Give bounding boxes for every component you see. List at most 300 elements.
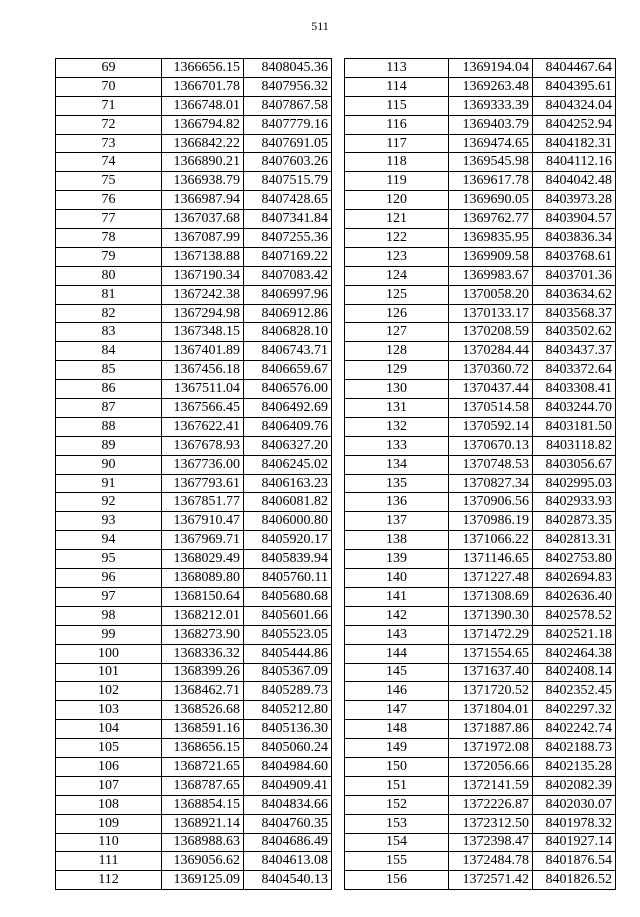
x-coordinate-cell: 1371637.40 (449, 663, 533, 682)
point-number-cell: 151 (345, 776, 449, 795)
table-row (345, 59, 616, 78)
y-coordinate-cell: 8405060.24 (244, 739, 332, 758)
y-coordinate-cell: 8404324.04 (533, 96, 616, 115)
y-coordinate-cell: 8402464.38 (533, 644, 616, 663)
table-row (56, 304, 332, 323)
x-coordinate-cell: 1371390.30 (449, 606, 533, 625)
y-coordinate-cell: 8402933.93 (533, 493, 616, 512)
x-coordinate-cell: 1370986.19 (449, 512, 533, 531)
y-coordinate-cell: 8403973.28 (533, 191, 616, 210)
table-row (345, 134, 616, 153)
x-coordinate-cell: 1366842.22 (162, 134, 244, 153)
point-number-cell: 146 (345, 682, 449, 701)
y-coordinate-cell: 8407083.42 (244, 266, 332, 285)
point-number-cell: 89 (56, 436, 162, 455)
point-number-cell: 134 (345, 455, 449, 474)
point-number-cell: 78 (56, 229, 162, 248)
table-row (56, 701, 332, 720)
point-number-cell: 107 (56, 776, 162, 795)
x-coordinate-cell: 1366794.82 (162, 115, 244, 134)
y-coordinate-cell: 8407691.05 (244, 134, 332, 153)
point-number-cell: 142 (345, 606, 449, 625)
y-coordinate-cell: 8406081.82 (244, 493, 332, 512)
y-coordinate-cell: 8403244.70 (533, 399, 616, 418)
table-row (56, 587, 332, 606)
y-coordinate-cell: 8407255.36 (244, 229, 332, 248)
y-coordinate-cell: 8406912.86 (244, 304, 332, 323)
table-row (56, 757, 332, 776)
y-coordinate-cell: 8408045.36 (244, 59, 332, 78)
x-coordinate-cell: 1371972.08 (449, 739, 533, 758)
point-number-cell: 86 (56, 380, 162, 399)
y-coordinate-cell: 8401826.52 (533, 871, 616, 890)
table-row (56, 436, 332, 455)
y-coordinate-cell: 8404182.31 (533, 134, 616, 153)
x-coordinate-cell: 1370058.20 (449, 285, 533, 304)
point-number-cell: 105 (56, 739, 162, 758)
x-coordinate-cell: 1368336.32 (162, 644, 244, 663)
point-number-cell: 71 (56, 96, 162, 115)
y-coordinate-cell: 8404540.13 (244, 871, 332, 890)
table-row (345, 814, 616, 833)
point-number-cell: 110 (56, 833, 162, 852)
y-coordinate-cell: 8403372.64 (533, 361, 616, 380)
table-row (56, 285, 332, 304)
table-row (345, 417, 616, 436)
x-coordinate-cell: 1367190.34 (162, 266, 244, 285)
point-number-cell: 141 (345, 587, 449, 606)
point-number-cell: 80 (56, 266, 162, 285)
point-number-cell: 114 (345, 77, 449, 96)
x-coordinate-cell: 1369762.77 (449, 210, 533, 229)
x-coordinate-cell: 1367511.04 (162, 380, 244, 399)
point-number-cell: 70 (56, 77, 162, 96)
table-row (345, 871, 616, 890)
table-row (345, 285, 616, 304)
point-number-cell: 119 (345, 172, 449, 191)
x-coordinate-cell: 1369333.39 (449, 96, 533, 115)
table-row (56, 455, 332, 474)
coordinate-table-left (55, 58, 332, 890)
table-row (345, 474, 616, 493)
table-row (345, 852, 616, 871)
table-row (345, 247, 616, 266)
table-row (56, 512, 332, 531)
table-row (345, 550, 616, 569)
y-coordinate-cell: 8403502.62 (533, 323, 616, 342)
x-coordinate-cell: 1366701.78 (162, 77, 244, 96)
x-coordinate-cell: 1367242.38 (162, 285, 244, 304)
point-number-cell: 100 (56, 644, 162, 663)
table-row (56, 59, 332, 78)
x-coordinate-cell: 1370360.72 (449, 361, 533, 380)
x-coordinate-cell: 1371804.01 (449, 701, 533, 720)
table-row (56, 474, 332, 493)
table-row (56, 417, 332, 436)
point-number-cell: 126 (345, 304, 449, 323)
point-number-cell: 96 (56, 569, 162, 588)
point-number-cell: 131 (345, 399, 449, 418)
x-coordinate-cell: 1370592.14 (449, 417, 533, 436)
table-row (345, 191, 616, 210)
table-row (56, 569, 332, 588)
point-number-cell: 120 (345, 191, 449, 210)
table-row (56, 739, 332, 758)
y-coordinate-cell: 8407867.58 (244, 96, 332, 115)
x-coordinate-cell: 1371720.52 (449, 682, 533, 701)
x-coordinate-cell: 1372141.59 (449, 776, 533, 795)
table-row (56, 247, 332, 266)
table-row (345, 342, 616, 361)
x-coordinate-cell: 1372398.47 (449, 833, 533, 852)
point-number-cell: 118 (345, 153, 449, 172)
point-number-cell: 125 (345, 285, 449, 304)
y-coordinate-cell: 8403181.50 (533, 417, 616, 436)
y-coordinate-cell: 8402082.39 (533, 776, 616, 795)
point-number-cell: 93 (56, 512, 162, 531)
point-number-cell: 130 (345, 380, 449, 399)
x-coordinate-cell: 1367910.47 (162, 512, 244, 531)
point-number-cell: 116 (345, 115, 449, 134)
table-row (56, 266, 332, 285)
y-coordinate-cell: 8403437.37 (533, 342, 616, 361)
point-number-cell: 111 (56, 852, 162, 871)
y-coordinate-cell: 8403308.41 (533, 380, 616, 399)
x-coordinate-cell: 1366890.21 (162, 153, 244, 172)
point-number-cell: 148 (345, 720, 449, 739)
point-number-cell: 104 (56, 720, 162, 739)
table-row (345, 153, 616, 172)
table-row (56, 720, 332, 739)
table-row (345, 493, 616, 512)
y-coordinate-cell: 8405680.68 (244, 587, 332, 606)
table-row (345, 436, 616, 455)
x-coordinate-cell: 1370827.34 (449, 474, 533, 493)
table-row (56, 361, 332, 380)
point-number-cell: 98 (56, 606, 162, 625)
point-number-cell: 156 (345, 871, 449, 890)
table-row (345, 229, 616, 248)
table-row (56, 77, 332, 96)
point-number-cell: 154 (345, 833, 449, 852)
point-number-cell: 143 (345, 625, 449, 644)
x-coordinate-cell: 1367566.45 (162, 399, 244, 418)
y-coordinate-cell: 8401876.54 (533, 852, 616, 871)
point-number-cell: 124 (345, 266, 449, 285)
x-coordinate-cell: 1370133.17 (449, 304, 533, 323)
point-number-cell: 140 (345, 569, 449, 588)
y-coordinate-cell: 8406000.80 (244, 512, 332, 531)
table-row (56, 531, 332, 550)
table-row (56, 795, 332, 814)
x-coordinate-cell: 1367851.77 (162, 493, 244, 512)
x-coordinate-cell: 1367294.98 (162, 304, 244, 323)
y-coordinate-cell: 8405523.05 (244, 625, 332, 644)
x-coordinate-cell: 1371066.22 (449, 531, 533, 550)
y-coordinate-cell: 8405367.09 (244, 663, 332, 682)
x-coordinate-cell: 1370208.59 (449, 323, 533, 342)
y-coordinate-cell: 8402352.45 (533, 682, 616, 701)
point-number-cell: 123 (345, 247, 449, 266)
point-number-cell: 153 (345, 814, 449, 833)
y-coordinate-cell: 8402030.07 (533, 795, 616, 814)
table-row (345, 587, 616, 606)
y-coordinate-cell: 8402135.28 (533, 757, 616, 776)
point-number-cell: 150 (345, 757, 449, 776)
point-number-cell: 87 (56, 399, 162, 418)
y-coordinate-cell: 8403568.37 (533, 304, 616, 323)
table-row (345, 304, 616, 323)
point-number-cell: 88 (56, 417, 162, 436)
table-row (345, 720, 616, 739)
point-number-cell: 82 (56, 304, 162, 323)
y-coordinate-cell: 8403836.34 (533, 229, 616, 248)
table-row (345, 323, 616, 342)
point-number-cell: 72 (56, 115, 162, 134)
point-number-cell: 94 (56, 531, 162, 550)
table-row (56, 172, 332, 191)
point-number-cell: 84 (56, 342, 162, 361)
y-coordinate-cell: 8404686.49 (244, 833, 332, 852)
x-coordinate-cell: 1369545.98 (449, 153, 533, 172)
x-coordinate-cell: 1366938.79 (162, 172, 244, 191)
x-coordinate-cell: 1371227.48 (449, 569, 533, 588)
table-row (345, 210, 616, 229)
y-coordinate-cell: 8407341.84 (244, 210, 332, 229)
x-coordinate-cell: 1372484.78 (449, 852, 533, 871)
x-coordinate-cell: 1369125.09 (162, 871, 244, 890)
point-number-cell: 155 (345, 852, 449, 871)
point-number-cell: 75 (56, 172, 162, 191)
x-coordinate-cell: 1369690.05 (449, 191, 533, 210)
y-coordinate-cell: 8405601.66 (244, 606, 332, 625)
point-number-cell: 108 (56, 795, 162, 814)
point-number-cell: 101 (56, 663, 162, 682)
point-number-cell: 92 (56, 493, 162, 512)
table-row (56, 323, 332, 342)
table-row (345, 663, 616, 682)
x-coordinate-cell: 1367969.71 (162, 531, 244, 550)
x-coordinate-cell: 1369403.79 (449, 115, 533, 134)
x-coordinate-cell: 1369056.62 (162, 852, 244, 871)
table-row (56, 191, 332, 210)
y-coordinate-cell: 8402813.31 (533, 531, 616, 550)
table-row (345, 776, 616, 795)
table-row (56, 115, 332, 134)
x-coordinate-cell: 1369194.04 (449, 59, 533, 78)
point-number-cell: 69 (56, 59, 162, 78)
y-coordinate-cell: 8405136.30 (244, 720, 332, 739)
y-coordinate-cell: 8406409.76 (244, 417, 332, 436)
table-row (56, 153, 332, 172)
y-coordinate-cell: 8405920.17 (244, 531, 332, 550)
point-number-cell: 145 (345, 663, 449, 682)
table-row (345, 569, 616, 588)
y-coordinate-cell: 8407603.26 (244, 153, 332, 172)
point-number-cell: 122 (345, 229, 449, 248)
x-coordinate-cell: 1368150.64 (162, 587, 244, 606)
table-row (345, 96, 616, 115)
table-row (56, 625, 332, 644)
table-row (56, 871, 332, 890)
table-row (345, 701, 616, 720)
y-coordinate-cell: 8406163.23 (244, 474, 332, 493)
table-row (56, 342, 332, 361)
x-coordinate-cell: 1369617.78 (449, 172, 533, 191)
point-number-cell: 102 (56, 682, 162, 701)
table-row (56, 833, 332, 852)
y-coordinate-cell: 8401927.14 (533, 833, 616, 852)
point-number-cell: 113 (345, 59, 449, 78)
point-number-cell: 81 (56, 285, 162, 304)
table-row (345, 172, 616, 191)
page-number: 511 (311, 19, 329, 33)
y-coordinate-cell: 8402521.18 (533, 625, 616, 644)
table-row (345, 266, 616, 285)
x-coordinate-cell: 1368787.65 (162, 776, 244, 795)
x-coordinate-cell: 1367087.99 (162, 229, 244, 248)
point-number-cell: 85 (56, 361, 162, 380)
table-row (56, 399, 332, 418)
x-coordinate-cell: 1370437.44 (449, 380, 533, 399)
point-number-cell: 90 (56, 455, 162, 474)
x-coordinate-cell: 1371146.65 (449, 550, 533, 569)
table-row (56, 96, 332, 115)
point-number-cell: 106 (56, 757, 162, 776)
x-coordinate-cell: 1368526.68 (162, 701, 244, 720)
y-coordinate-cell: 8404112.16 (533, 153, 616, 172)
y-coordinate-cell: 8404909.41 (244, 776, 332, 795)
x-coordinate-cell: 1367678.93 (162, 436, 244, 455)
x-coordinate-cell: 1367037.68 (162, 210, 244, 229)
y-coordinate-cell: 8405839.94 (244, 550, 332, 569)
point-number-cell: 99 (56, 625, 162, 644)
y-coordinate-cell: 8403904.57 (533, 210, 616, 229)
point-number-cell: 79 (56, 247, 162, 266)
x-coordinate-cell: 1366748.01 (162, 96, 244, 115)
y-coordinate-cell: 8406576.00 (244, 380, 332, 399)
y-coordinate-cell: 8406659.67 (244, 361, 332, 380)
table-row (56, 229, 332, 248)
y-coordinate-cell: 8404760.35 (244, 814, 332, 833)
table-row (56, 776, 332, 795)
y-coordinate-cell: 8402873.35 (533, 512, 616, 531)
table-row (345, 739, 616, 758)
y-coordinate-cell: 8402297.32 (533, 701, 616, 720)
y-coordinate-cell: 8402694.83 (533, 569, 616, 588)
table-row (56, 210, 332, 229)
y-coordinate-cell: 8405760.11 (244, 569, 332, 588)
table-row (345, 682, 616, 701)
x-coordinate-cell: 1372056.66 (449, 757, 533, 776)
x-coordinate-cell: 1371308.69 (449, 587, 533, 606)
y-coordinate-cell: 8407428.65 (244, 191, 332, 210)
x-coordinate-cell: 1367622.41 (162, 417, 244, 436)
point-number-cell: 136 (345, 493, 449, 512)
x-coordinate-cell: 1370906.56 (449, 493, 533, 512)
x-coordinate-cell: 1367401.89 (162, 342, 244, 361)
y-coordinate-cell: 8402242.74 (533, 720, 616, 739)
coordinate-table-right (344, 58, 616, 890)
table-row (345, 644, 616, 663)
x-coordinate-cell: 1366987.94 (162, 191, 244, 210)
x-coordinate-cell: 1369263.48 (449, 77, 533, 96)
point-number-cell: 112 (56, 871, 162, 890)
y-coordinate-cell: 8405212.80 (244, 701, 332, 720)
x-coordinate-cell: 1371887.86 (449, 720, 533, 739)
table-row (345, 115, 616, 134)
point-number-cell: 83 (56, 323, 162, 342)
y-coordinate-cell: 8404395.61 (533, 77, 616, 96)
point-number-cell: 73 (56, 134, 162, 153)
point-number-cell: 147 (345, 701, 449, 720)
y-coordinate-cell: 8404467.64 (533, 59, 616, 78)
table-row (345, 512, 616, 531)
y-coordinate-cell: 8404042.48 (533, 172, 616, 191)
table-row (345, 795, 616, 814)
y-coordinate-cell: 8402995.03 (533, 474, 616, 493)
x-coordinate-cell: 1371554.65 (449, 644, 533, 663)
table-row (56, 682, 332, 701)
y-coordinate-cell: 8405444.86 (244, 644, 332, 663)
x-coordinate-cell: 1370670.13 (449, 436, 533, 455)
point-number-cell: 139 (345, 550, 449, 569)
y-coordinate-cell: 8406828.10 (244, 323, 332, 342)
point-number-cell: 74 (56, 153, 162, 172)
x-coordinate-cell: 1367793.61 (162, 474, 244, 493)
y-coordinate-cell: 8402408.14 (533, 663, 616, 682)
y-coordinate-cell: 8402188.73 (533, 739, 616, 758)
y-coordinate-cell: 8402753.80 (533, 550, 616, 569)
table-row (345, 380, 616, 399)
table-row (56, 380, 332, 399)
x-coordinate-cell: 1368029.49 (162, 550, 244, 569)
y-coordinate-cell: 8404984.60 (244, 757, 332, 776)
table-row (56, 814, 332, 833)
x-coordinate-cell: 1368656.15 (162, 739, 244, 758)
table-row (56, 852, 332, 871)
x-coordinate-cell: 1368721.65 (162, 757, 244, 776)
point-number-cell: 76 (56, 191, 162, 210)
y-coordinate-cell: 8407956.32 (244, 77, 332, 96)
x-coordinate-cell: 1369983.67 (449, 266, 533, 285)
point-number-cell: 91 (56, 474, 162, 493)
y-coordinate-cell: 8406245.02 (244, 455, 332, 474)
x-coordinate-cell: 1368988.63 (162, 833, 244, 852)
y-coordinate-cell: 8401978.32 (533, 814, 616, 833)
x-coordinate-cell: 1368462.71 (162, 682, 244, 701)
point-number-cell: 137 (345, 512, 449, 531)
point-number-cell: 127 (345, 323, 449, 342)
x-coordinate-cell: 1372571.42 (449, 871, 533, 890)
x-coordinate-cell: 1367456.18 (162, 361, 244, 380)
point-number-cell: 103 (56, 701, 162, 720)
x-coordinate-cell: 1370514.58 (449, 399, 533, 418)
table-row (345, 77, 616, 96)
x-coordinate-cell: 1370284.44 (449, 342, 533, 361)
point-number-cell: 132 (345, 417, 449, 436)
point-number-cell: 129 (345, 361, 449, 380)
y-coordinate-cell: 8406997.96 (244, 285, 332, 304)
point-number-cell: 95 (56, 550, 162, 569)
y-coordinate-cell: 8403701.36 (533, 266, 616, 285)
x-coordinate-cell: 1369909.58 (449, 247, 533, 266)
point-number-cell: 121 (345, 210, 449, 229)
table-row (345, 361, 616, 380)
point-number-cell: 115 (345, 96, 449, 115)
point-number-cell: 133 (345, 436, 449, 455)
y-coordinate-cell: 8406492.69 (244, 399, 332, 418)
